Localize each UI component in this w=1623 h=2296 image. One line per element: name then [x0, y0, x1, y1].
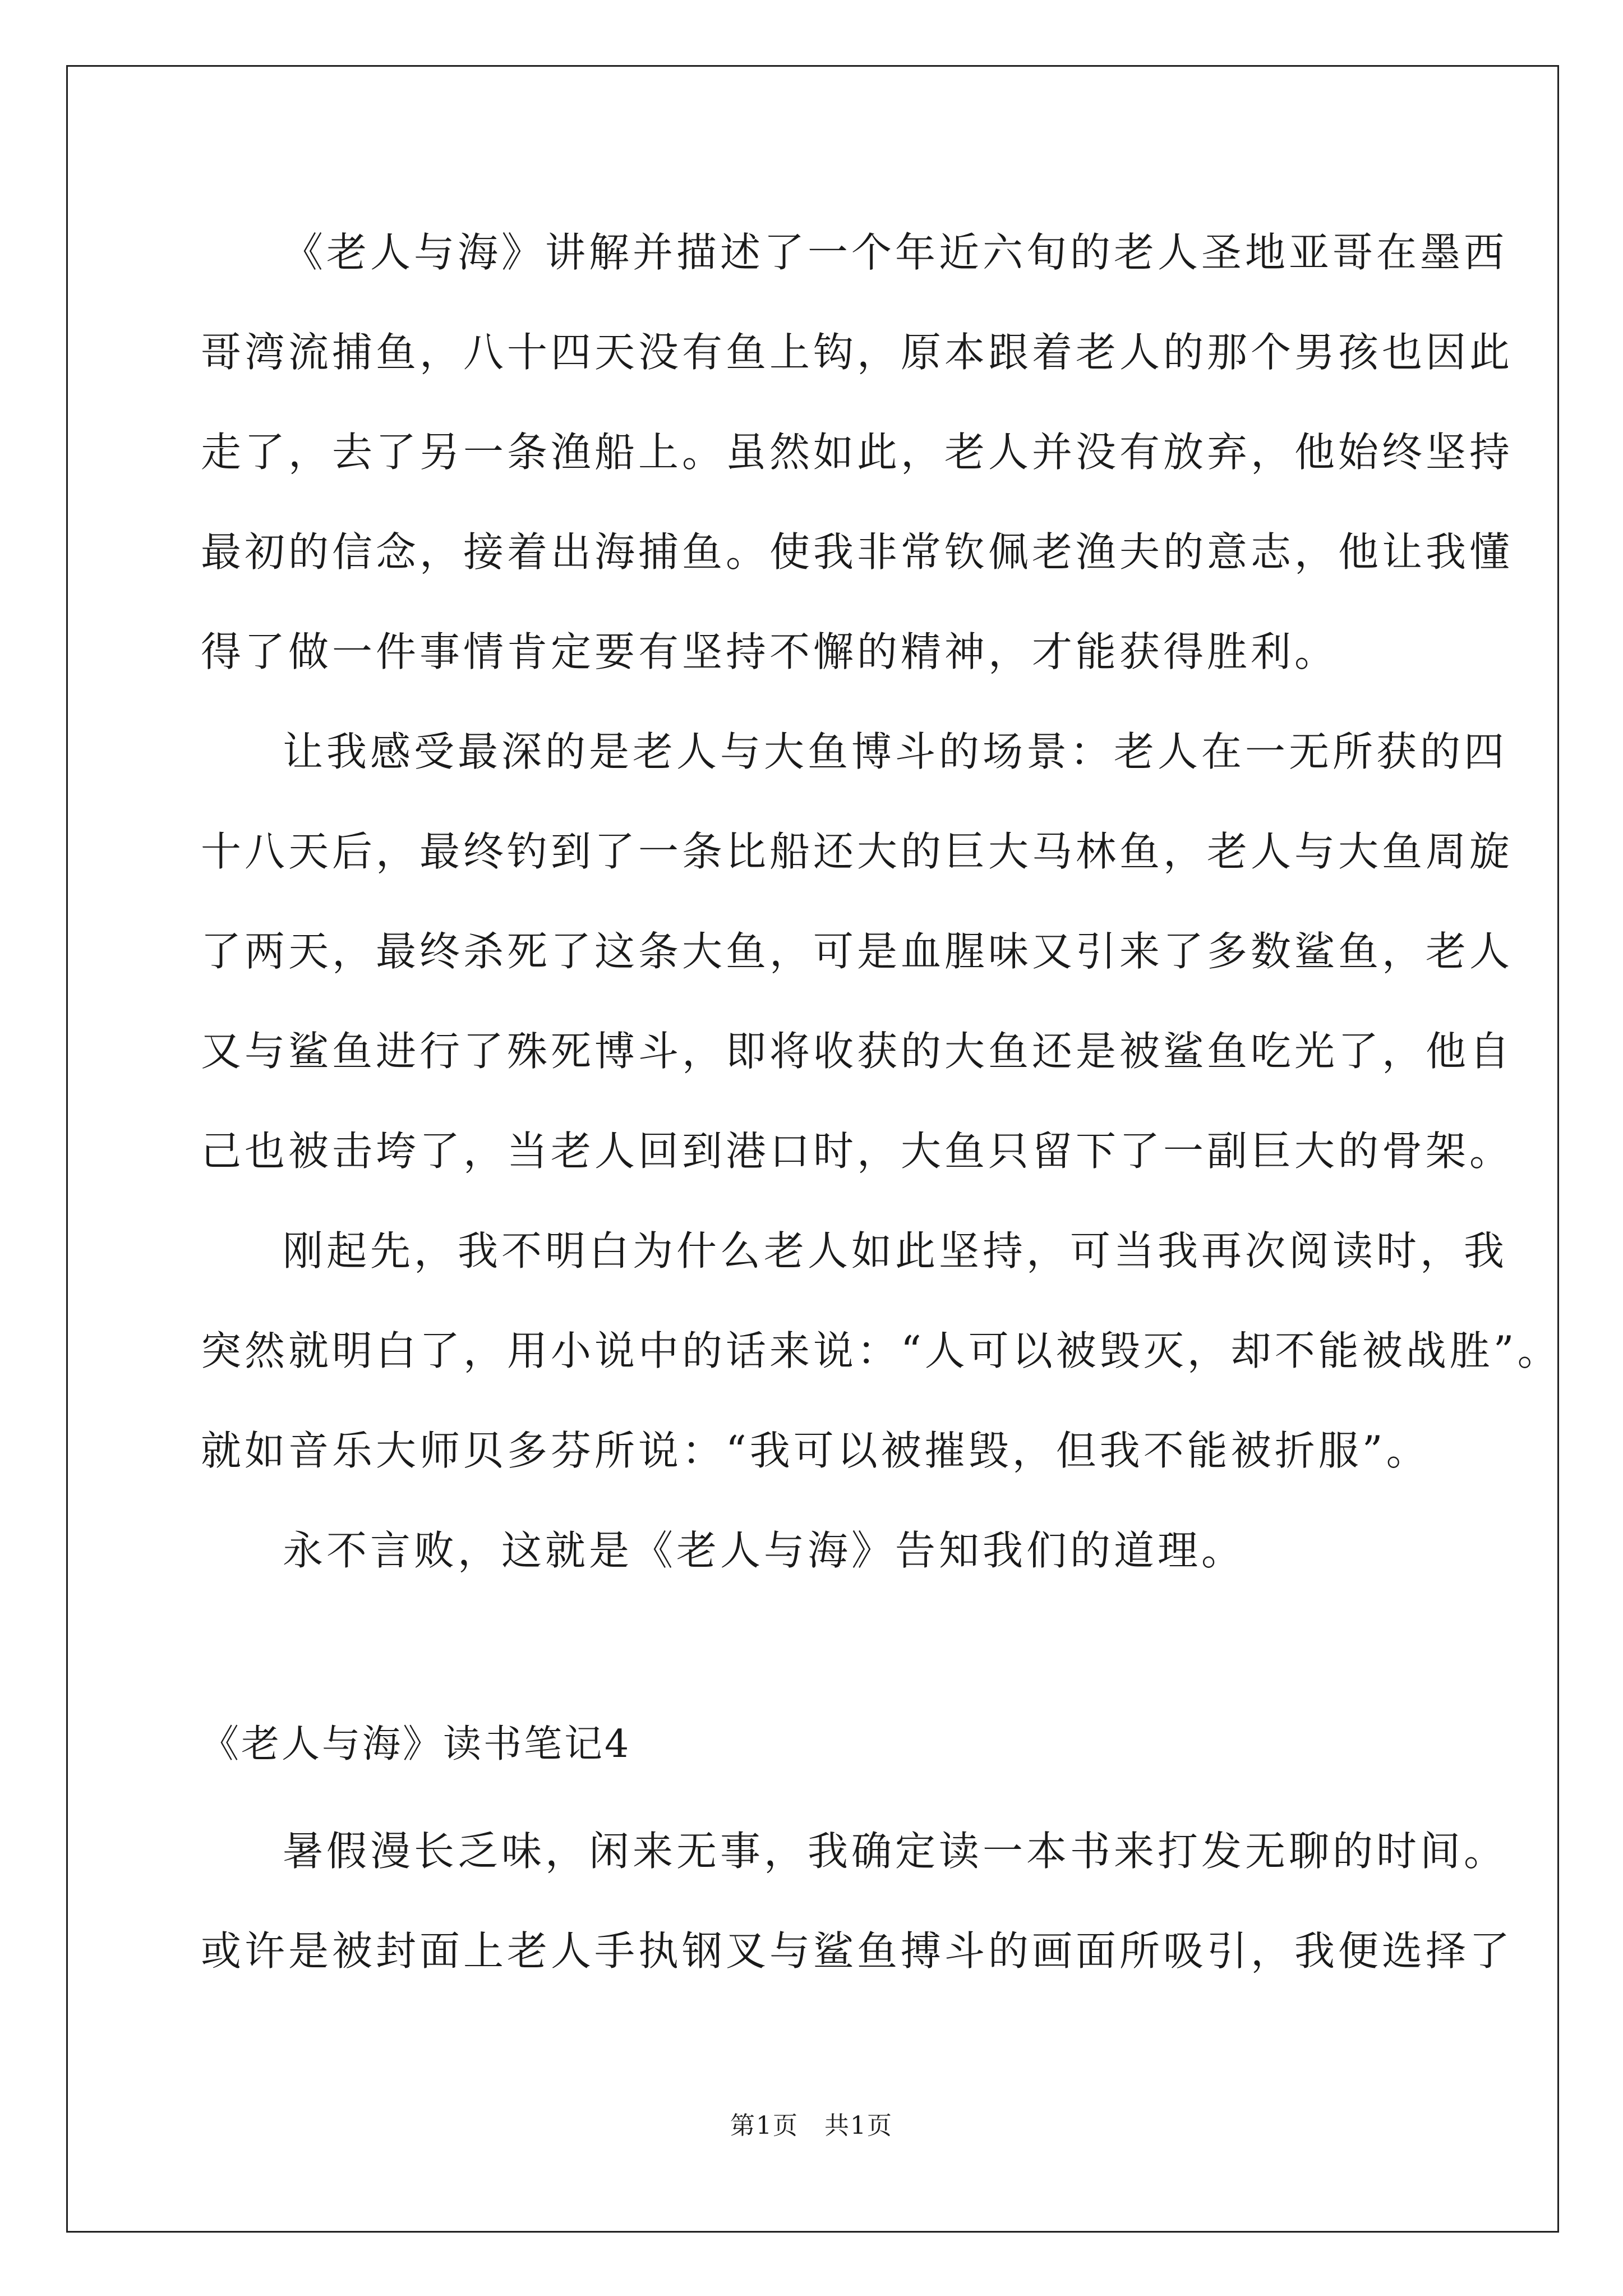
section-heading: 《老人与海》读书笔记4: [201, 1722, 631, 1766]
paragraph-line: 让我感受最深的是老人与大鱼博斗的场景：老人在一无所获的四: [283, 728, 1508, 775]
paragraph-line: 己也被击垮了，当老人回到港口时，大鱼只留下了一副巨大的骨架。: [201, 1128, 1514, 1175]
page-footer: 第1页 共1页: [730, 2111, 893, 2140]
document-body-continued: [201, 1818, 1514, 2017]
paragraph-line: 暑假漫长乏味，闲来无事，我确定读一本书来打发无聊的时间。: [283, 1828, 1508, 1875]
paragraph-line: 了两天，最终杀死了这条大鱼，可是血腥味又引来了多数鲨鱼，老人: [201, 928, 1514, 975]
paragraph-line: 《老人与海》讲解并描述了一个年近六旬的老人圣地亚哥在墨西: [283, 229, 1508, 276]
paragraph-line: 得了做一件事情肯定要有坚持不懈的精神，才能获得胜利。: [201, 628, 1339, 675]
paragraph-line: 最初的信念，接着出海捕鱼。使我非常钦佩老渔夫的意志，他让我懂: [201, 528, 1514, 576]
document-body: [201, 219, 1561, 1617]
paragraph-line: 十八天后，最终钓到了一条比船还大的巨大马林鱼，老人与大鱼周旋: [201, 828, 1514, 875]
paragraph-line: 刚起先，我不明白为什么老人如此坚持，可当我再次阅读时，我: [283, 1227, 1508, 1274]
paragraph-line: 又与鲨鱼进行了殊死博斗，即将收获的大鱼还是被鲨鱼吃光了，他自: [201, 1028, 1514, 1075]
paragraph-line: 哥湾流捕鱼，八十四天没有鱼上钩，原本跟着老人的那个男孩也因此: [201, 329, 1514, 376]
paragraph-line: 就如音乐大师贝多芬所说：“我可以被摧毁，但我不能被折服”。: [201, 1427, 1430, 1474]
paragraph-line: 突然就明白了，用小说中的话来说：“人可以被毁灭，却不能被战胜”。: [201, 1327, 1561, 1374]
paragraph-line: 走了，去了另一条渔船上。虽然如此，老人并没有放弃，他始终坚持: [201, 429, 1514, 476]
paragraph-line: 永不言败，这就是《老人与海》告知我们的道理。: [283, 1527, 1246, 1574]
paragraph-line: 或许是被封面上老人手执钢叉与鲨鱼搏斗的画面所吸引，我便选择了: [201, 1927, 1514, 1975]
